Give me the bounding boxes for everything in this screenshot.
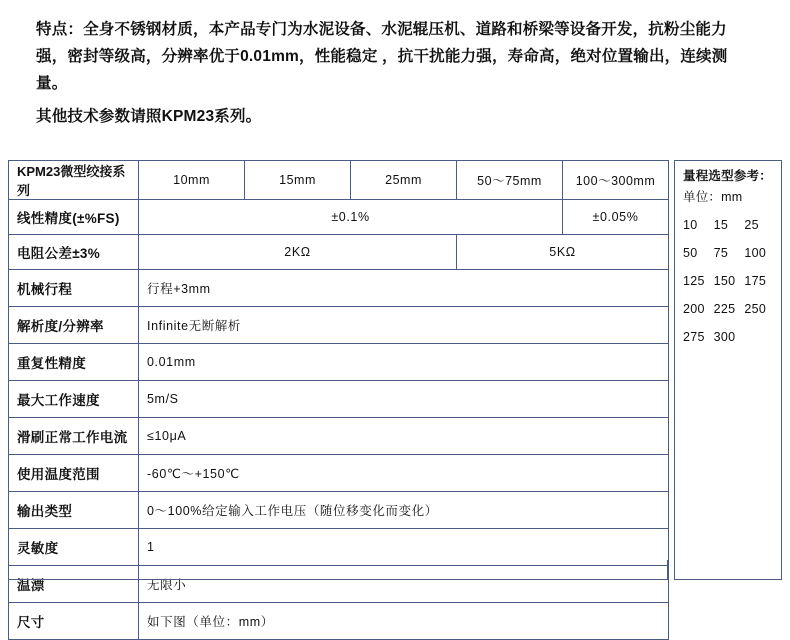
row-label: 最大工作速度 <box>9 381 139 418</box>
table-row <box>9 307 669 344</box>
range-value: 75 <box>713 246 729 260</box>
range-reference-box <box>674 160 782 580</box>
row-value-alt: ±0.05% <box>563 200 669 235</box>
range-reference-title: 量程选型参考： <box>683 169 772 183</box>
row-label: 尺寸 <box>9 603 139 640</box>
intro-text: 特点：全身不锈钢材质，本产品专门为水泥设备、水泥辊压机、道路和桥梁等设备开发，抗粉尘能力强，密封等级高，分辨率优于0.01mm，性能稳定 ，抗干扰能力强，寿命高，绝对位置输出，连续测量。 <box>36 21 728 92</box>
range-value: 50 <box>683 246 698 260</box>
table-row <box>9 455 669 492</box>
range-reference-unit: 单位：mm <box>683 190 743 204</box>
row-value: 0～100%给定输入工作电压（随位移变化而变化） <box>139 492 669 529</box>
row-value: 0.01mm <box>139 344 669 381</box>
intro-note: 其他技术参数请照KPM23系列。 <box>36 108 262 125</box>
range-cell-5: 100～300mm <box>563 161 669 200</box>
row-label: 重复性精度 <box>9 344 139 381</box>
range-value: 25 <box>744 218 759 232</box>
row-value: 2KΩ <box>139 235 457 270</box>
row-label: 输出类型 <box>9 492 139 529</box>
row-label: 机械行程 <box>9 270 139 307</box>
row-label: 使用温度范围 <box>9 455 139 492</box>
table-row <box>9 381 669 418</box>
row-label: 线性精度(±%FS) <box>9 200 139 235</box>
range-reference-row <box>683 323 775 351</box>
table-row <box>9 270 669 307</box>
row-label: 灵敏度 <box>9 529 139 566</box>
table-header-row <box>9 161 669 200</box>
series-label-cell: KPM23微型绞接系列 <box>9 161 139 200</box>
row-label: 温漂 <box>9 566 139 603</box>
range-value: 100 <box>744 246 767 260</box>
row-label: 电阻公差±3% <box>9 235 139 270</box>
row-label: 解析度/分辨率 <box>9 307 139 344</box>
range-cell-2: 15mm <box>245 161 351 200</box>
row-label: 滑刷正常工作电流 <box>9 418 139 455</box>
range-value: 300 <box>713 330 736 344</box>
table-row <box>9 344 669 381</box>
row-value: 行程+3mm <box>139 270 669 307</box>
table-bottom-extension <box>8 560 668 580</box>
row-value: 如下图（单位：mm） <box>139 603 669 640</box>
range-value: 175 <box>744 274 767 288</box>
range-value <box>744 323 775 351</box>
intro-paragraph <box>36 16 758 97</box>
range-value: 250 <box>744 302 767 316</box>
row-value: ±0.1% <box>139 200 563 235</box>
range-cell-3: 25mm <box>351 161 457 200</box>
range-reference-row <box>683 295 775 323</box>
range-value: 275 <box>683 330 705 344</box>
row-value: 5m/S <box>139 381 669 418</box>
range-value: 150 <box>713 274 736 288</box>
row-value: -60℃～+150℃ <box>139 455 669 492</box>
table-row <box>9 418 669 455</box>
range-reference-row <box>683 267 775 295</box>
range-value: 125 <box>683 274 705 288</box>
table-row <box>9 200 669 235</box>
range-cell-1: 10mm <box>139 161 245 200</box>
table-row <box>9 603 669 640</box>
table-row <box>9 235 669 270</box>
row-value: 无限小 <box>139 566 669 603</box>
range-value: 15 <box>713 218 729 232</box>
range-reference-row <box>683 239 775 267</box>
row-value: ≤10μA <box>139 418 669 455</box>
range-reference-row <box>683 211 775 239</box>
range-value: 10 <box>683 218 698 232</box>
row-value-alt: 5KΩ <box>457 235 669 270</box>
row-value: 1 <box>139 529 669 566</box>
range-cell-4: 50～75mm <box>457 161 563 200</box>
row-value: Infinite无断解析 <box>139 307 669 344</box>
range-value: 200 <box>683 302 705 316</box>
range-value: 225 <box>713 302 736 316</box>
table-row <box>9 492 669 529</box>
